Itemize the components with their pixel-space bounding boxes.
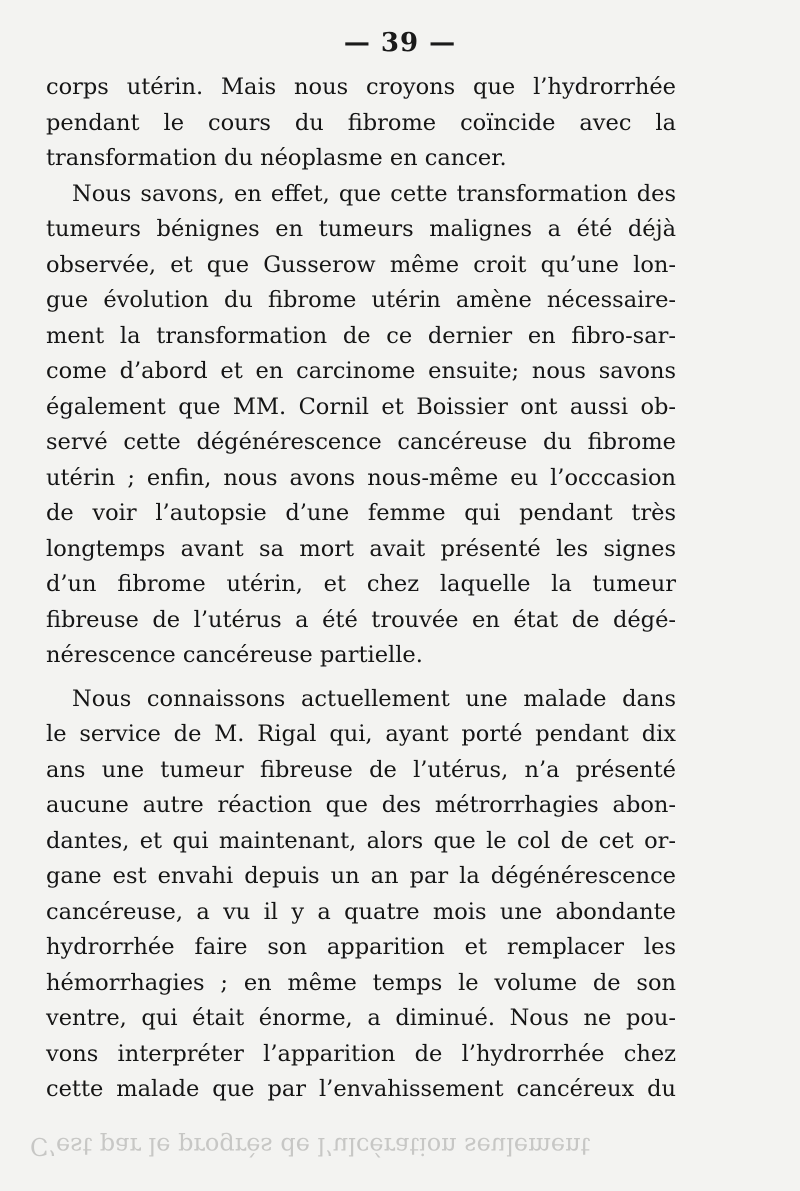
page-number: — 39 — <box>343 28 457 58</box>
text-line: ment la transformation de ce dernier en fibro-sar- <box>46 322 676 349</box>
text-line: hydrorrhée faire son apparition et remplacer les <box>46 934 676 960</box>
paragraph-gap <box>46 674 676 682</box>
body-text <box>46 70 676 1108</box>
text-line: pendant le cours du fibrome coïncide avec la <box>46 109 676 136</box>
text-line: ventre, qui était énorme, a diminué. Nous ne pou- <box>46 1005 676 1031</box>
text-line: ans une tumeur fibreuse de l’utérus, n’a présenté <box>46 756 676 783</box>
text-line: tumeurs bénignes en tumeurs malignes a été déjà <box>46 216 676 242</box>
text-line: cancéreuse, a vu il y a quatre mois une abondante <box>46 898 676 925</box>
text-line: observée, et que Gusserow même croit qu’une lon- <box>46 251 676 278</box>
text-line: également que MM. Cornil et Boissier ont aussi ob- <box>46 393 676 420</box>
text-line: vons interpréter l’apparition de l’hydrorrhée chez <box>46 1040 676 1067</box>
text-line: longtemps avant sa mort avait présenté les signes <box>46 535 676 562</box>
text-line: gane est envahi depuis un an par la dégénérescence <box>46 863 676 889</box>
text-line: le service de M. Rigal qui, ayant porté pendant dix <box>46 721 676 747</box>
text-line: utérin ; enfin, nous avons nous-même eu l’occcasion <box>46 464 676 491</box>
text-line: nérescence cancéreuse partielle. <box>46 642 423 668</box>
text-line: d’un fibrome utérin, et chez laquelle la tumeur <box>46 571 676 597</box>
text-line: fibreuse de l’utérus a été trouvée en état de dégé- <box>46 606 676 633</box>
text-line: transformation du néoplasme en cancer. <box>46 145 507 171</box>
text-line: aucune autre réaction que des métrorrhagies abon- <box>46 792 676 818</box>
bleed-through-text: C’est par le progrès de l’ulcération seulement <box>30 1132 591 1160</box>
text-line: Nous connaissons actuellement une malade dans <box>72 685 676 712</box>
text-line: corps utérin. Mais nous croyons que l’hydrorrhée <box>46 74 676 100</box>
text-line: Nous savons, en effet, que cette transformation des <box>72 180 676 207</box>
text-line: dantes, et qui maintenant, alors que le col de cet or- <box>46 827 676 854</box>
text-line: gue évolution du fibrome utérin amène nécessaire- <box>46 287 676 313</box>
text-line: cette malade que par l’envahissement cancéreux du <box>46 1076 676 1102</box>
text-line: hémorrhagies ; en même temps le volume de son <box>46 969 676 996</box>
text-line: servé cette dégénérescence cancéreuse du fibrome <box>46 429 676 455</box>
text-line: come d’abord et en carcinome ensuite; nous savons <box>46 358 676 384</box>
text-line: de voir l’autopsie d’une femme qui pendant très <box>46 500 676 526</box>
